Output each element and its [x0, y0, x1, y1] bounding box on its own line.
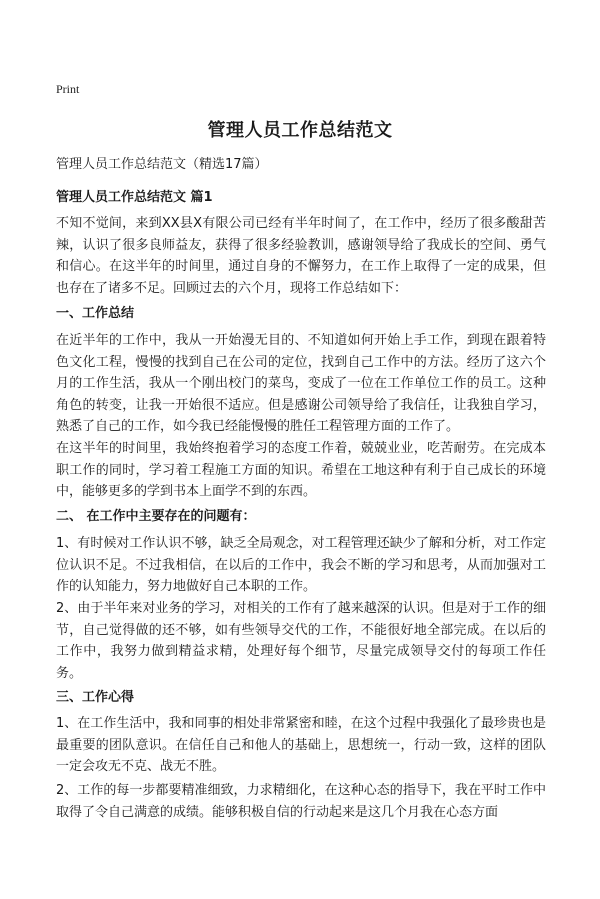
article-heading: 管理人员工作总结范文 篇1	[56, 190, 213, 205]
problems-paragraph-1: 1、有时候对工作认识不够，缺乏全局观念，对工程管理还缺少了解和分析，对工作定位认识不足。不过我相信，在以后的工作中，我会不断的学习和思考，从而加强对工作的认知能力，努力地做好自己本职的工作。	[56, 536, 546, 594]
problems-paragraph-2: 2、由于半年来对业务的学习，对相关的工作有了越来越深的认识。但是对于工作的细节，自己觉得做的还不够，如有些领导交代的工作，不能很好地全部完成。在以后的工作中，我努力做到精益求精，处理好每个细节，尽量完成领导交付的每项工作任务。	[56, 601, 546, 681]
insights-paragraph-2: 2、工作的每一步都要精准细致，力求精细化，在这种心态的指导下，我在平时工作中取得了令自己满意的成绩。能够积极自信的行动起来是这几个月我在心态方面	[56, 783, 546, 820]
intro-paragraph: 不知不觉间，来到XX县X有限公司已经有半年时间了，在工作中，经历了很多酸甜苦辣，认识了很多良师益友，获得了很多经验教训，感谢领导给了我成长的空间、勇气和信心。在这半年的时间里，通过自身的不懈努力，在工作上取得了一定的成果，但也存在了诸多不足。回顾过去的六个月，现将工作总结如下：	[56, 216, 546, 296]
insights-paragraph-1: 1、在工作生活中，我和同事的相处非常紧密和睦，在这个过程中我强化了最珍贵也是最重要的团队意识。在信任自己和他人的基础上，思想统一，行动一致，这样的团队一定会攻无不克、战无不胜。	[56, 716, 546, 774]
section-heading-problems: 二、 在工作中主要存在的问题有：	[56, 509, 256, 524]
section-heading-work-summary: 一、工作总结	[56, 306, 135, 321]
document-title: 管理人员工作总结范文	[207, 120, 393, 141]
document-subtitle: 管理人员工作总结范文（精选17篇）	[56, 157, 268, 172]
work-summary-paragraph-1: 在近半年的工作中，我从一开始漫无目的、不知道如何开始上手工作，到现在跟着特色文化工程，慢慢的找到自己在公司的定位，找到自己工作中的方法。经历了这六个月的工作生活，我从一个刚出校门的菜鸟，变成了一位在工作单位工作的员工。这种角色的转变，让我一开始很不适应。但是感谢公司领导给了我信任，让我独自学习，熟悉了自己的工作，如今我已经能慢慢的胜任工程管理方面的工作了。	[56, 333, 546, 434]
section-heading-insights: 三、工作心得	[56, 690, 135, 705]
work-summary-paragraph-2: 在这半年的时间里，我始终抱着学习的态度工作着，兢兢业业，吃苦耐劳。在完成本职工作的同时，学习着工程施工方面的知识。希望在工地这种有利于自己成长的环境中，能够更多的学到书本上面学不到的东西。	[56, 441, 546, 499]
print-label: Print	[56, 82, 80, 96]
